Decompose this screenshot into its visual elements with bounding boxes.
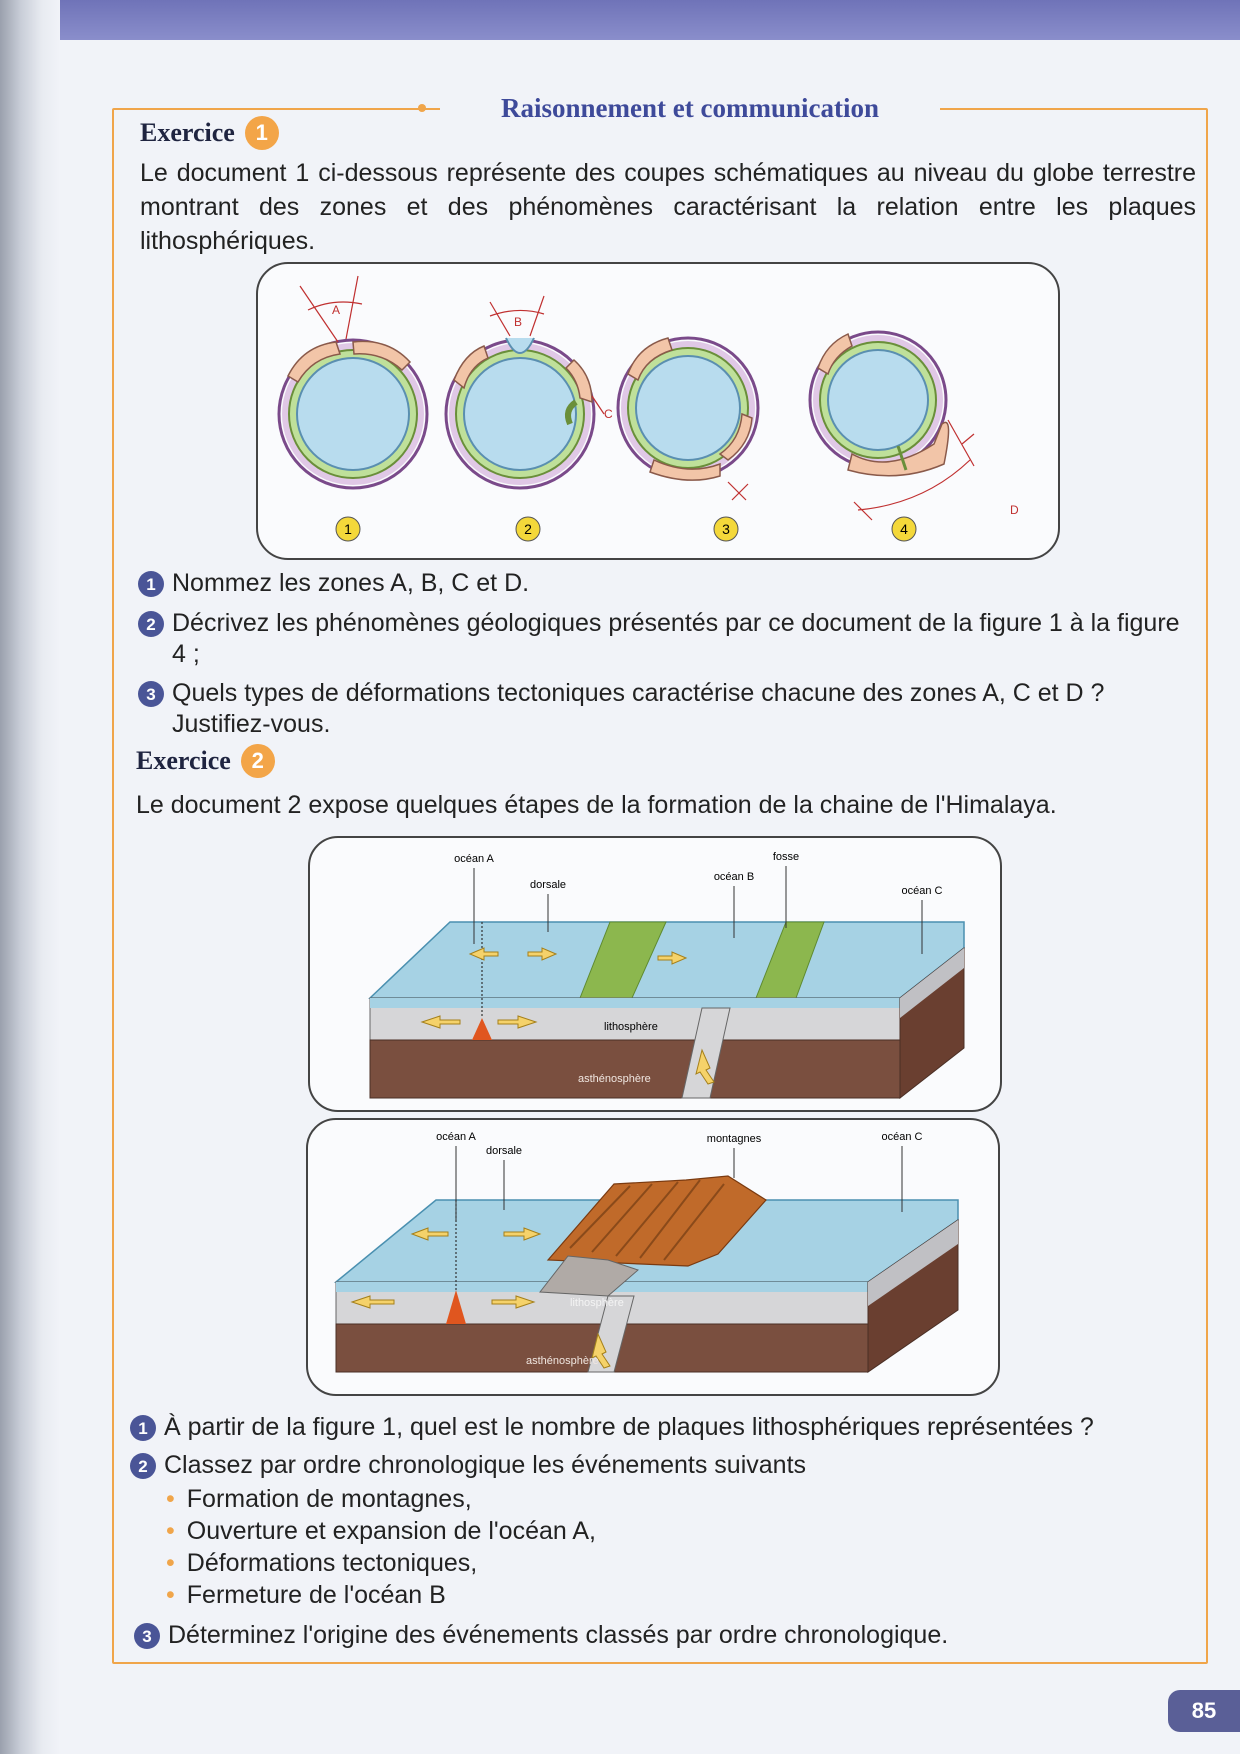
label-lithosphere-2: lithosphère [570,1297,624,1309]
figure-number-4 [892,517,916,541]
label-lithosphere: lithosphère [604,1021,658,1033]
label-montagnes: montagnes [706,1133,762,1145]
figure-number-1 [336,517,360,541]
title-left-dot [418,104,426,112]
top-color-band [0,0,1240,40]
zone-label-d: D [1010,503,1019,517]
mountain-formation-block-diagram [308,1120,998,1394]
section-title: Raisonnement et communication [440,90,940,126]
zone-label-a: A [332,303,341,317]
question-text: Décrivez les phénomènes géologiques présentés par ce document de la figure 1 à la figure 4 ; [172,609,1180,668]
exercise1-question-1 [138,568,1198,599]
document1-figure [256,262,1060,560]
document2-figure-2 [306,1118,1000,1396]
exercise2-number-badge: 2 [241,744,275,778]
question-text: Quels types de déformations tectoniques caractérise chacune des zones A, C et D ? Justifiez-vous. [172,679,1105,738]
label-ocean-a-2: océan A [436,1131,476,1143]
question-number: 1 [138,571,164,597]
question-text: Classez par ordre chronologique les événements suivants [164,1451,807,1479]
ocean-opening-block-diagram [310,838,1000,1110]
globe-figure-3 [618,338,758,500]
label-ocean-c-2: océan C [881,1131,923,1143]
question-text: À partir de la figure 1, quel est le nombre de plaques lithosphériques représentées ? [164,1413,1094,1441]
figure-number-2 [516,517,540,541]
label-ocean-c: océan C [901,885,943,897]
label-fosse: fosse [772,851,800,863]
zone-label-c: C [604,407,613,421]
svg-text:1: 1 [344,521,352,537]
svg-text:2: 2 [524,521,532,537]
question-number: 2 [138,611,164,637]
svg-text:4: 4 [900,521,908,537]
globe-figure-2 [446,296,613,488]
event-item: • Déformations tectoniques, [166,1549,478,1577]
figure-number-3 [714,517,738,541]
globe-figure-4 [810,332,1019,520]
exercise2-question-3 [134,1620,1200,1651]
question-text: Déterminez l'origine des événements classés par ordre chronologique. [168,1621,949,1649]
label-dorsale-2: dorsale [485,1145,523,1157]
exercise2-question-1 [130,1412,1200,1443]
exercise1-heading [140,116,279,150]
globe-figure-1 [279,276,427,488]
question-number: 1 [130,1415,156,1441]
page-number: 85 [1168,1690,1240,1732]
exercise1-intro: Le document 1 ci-dessous représente des coupes schématiques au niveau du globe terrestre montrant des zones et des phénomènes caractérisant la relation entre les plaques lithosphériques. [140,159,1196,255]
label-dorsale: dorsale [529,879,567,891]
exercise2-heading [136,744,275,778]
question-number: 3 [134,1623,160,1649]
exercise2-intro: Le document 2 expose quelques étapes de la formation de la chaine de l'Himalaya. [136,791,1057,819]
label-ocean-b: océan B [713,871,755,883]
svg-text:3: 3 [722,521,730,537]
zone-label-b: B [514,315,523,329]
question-text: Nommez les zones A, B, C et D. [172,569,530,597]
exercise1-question-2 [138,608,1198,670]
question-number: 2 [130,1453,156,1479]
label-asthenosphere: asthénosphère [578,1073,651,1085]
event-item: • Ouverture et expansion de l'océan A, [166,1517,596,1545]
label-asthenosphere-2: asthénosphère [526,1355,599,1367]
question-number: 3 [138,681,164,707]
document2-figure-1 [308,836,1002,1112]
exercise1-number-badge: 1 [245,116,279,150]
book-spine-shadow [0,0,60,1754]
exercise2-heading-text: Exercice [136,746,231,775]
exercise1-question-3 [138,678,1198,740]
label-ocean-a: océan A [454,853,494,865]
event-item: • Formation de montagnes, [166,1485,472,1513]
exercise1-heading-text: Exercice [140,118,235,147]
globe-sections-diagram [258,264,1058,558]
exercise2-question-2 [130,1450,1200,1481]
event-item: • Fermeture de l'océan B [166,1581,446,1609]
